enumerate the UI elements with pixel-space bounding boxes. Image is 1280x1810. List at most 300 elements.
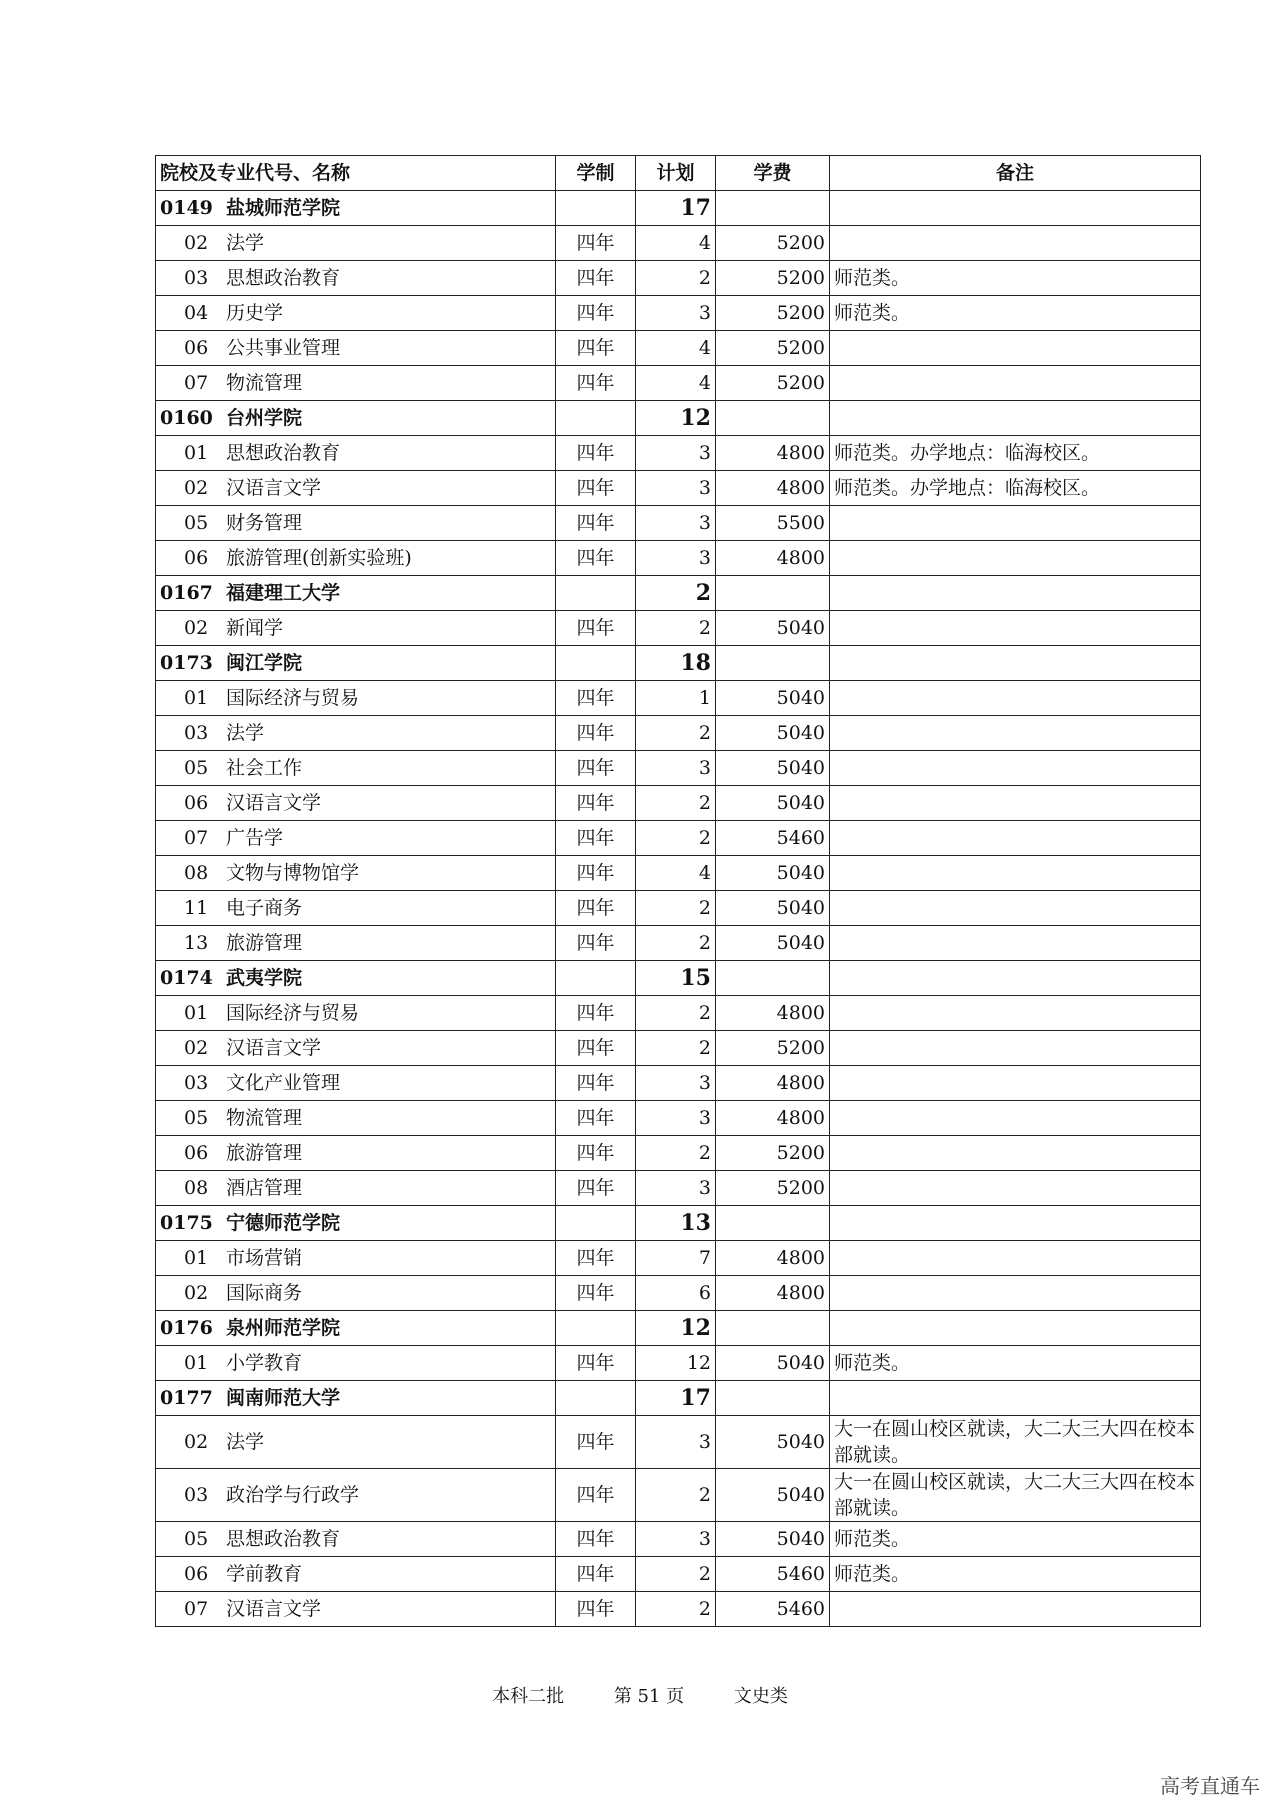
- major-row: [156, 1592, 1201, 1627]
- duration-cell: 四年: [556, 436, 636, 471]
- institution-name: 宁德师范学院: [226, 1212, 341, 1234]
- major-row: [156, 1557, 1201, 1592]
- note-cell: 师范类。: [830, 1346, 1201, 1381]
- major-code: 06: [184, 337, 209, 359]
- plan-total-cell: 18: [636, 646, 716, 681]
- major-code: 06: [184, 1563, 209, 1585]
- fee-cell: 5040: [716, 716, 830, 751]
- major-code: 02: [184, 1282, 209, 1304]
- plan-cell: 2: [636, 1469, 716, 1522]
- major-name: 财务管理: [226, 512, 303, 534]
- major-row: [156, 1031, 1201, 1066]
- institution-cell: [156, 646, 556, 681]
- duration-cell: 四年: [556, 471, 636, 506]
- duration-cell: [556, 576, 636, 611]
- plan-cell: 3: [636, 1416, 716, 1469]
- note-cell: [830, 786, 1201, 821]
- major-name: 汉语言文学: [226, 477, 322, 499]
- note-cell: [830, 751, 1201, 786]
- institution-cell: [156, 191, 556, 226]
- major-row: [156, 1469, 1201, 1522]
- note-cell: 师范类。: [830, 1522, 1201, 1557]
- major-name: 国际商务: [226, 1282, 303, 1304]
- major-cell: [156, 926, 556, 961]
- major-code: 02: [184, 1037, 209, 1059]
- major-row: [156, 1171, 1201, 1206]
- note-cell: [830, 611, 1201, 646]
- institution-cell: [156, 576, 556, 611]
- major-row: [156, 261, 1201, 296]
- institution-row: [156, 1206, 1201, 1241]
- institution-row: [156, 646, 1201, 681]
- plan-total-cell: 2: [636, 576, 716, 611]
- major-name: 旅游管理: [226, 1142, 303, 1164]
- duration-cell: [556, 1311, 636, 1346]
- major-cell: [156, 1469, 556, 1522]
- major-cell: [156, 611, 556, 646]
- major-code: 02: [184, 1431, 209, 1453]
- fee-cell: 5460: [716, 1557, 830, 1592]
- duration-cell: 四年: [556, 786, 636, 821]
- plan-cell: 3: [636, 296, 716, 331]
- institution-name: 台州学院: [226, 407, 303, 429]
- major-cell: [156, 1592, 556, 1627]
- duration-cell: 四年: [556, 1557, 636, 1592]
- plan-cell: 2: [636, 611, 716, 646]
- major-code: 01: [184, 687, 209, 709]
- plan-cell: 3: [636, 1101, 716, 1136]
- major-row: [156, 1066, 1201, 1101]
- note-cell: [830, 1066, 1201, 1101]
- institution-cell: [156, 1206, 556, 1241]
- institution-code: 0176: [160, 1317, 213, 1339]
- major-cell: [156, 716, 556, 751]
- fee-cell: 5500: [716, 506, 830, 541]
- plan-cell: 3: [636, 751, 716, 786]
- fee-cell: 5200: [716, 1031, 830, 1066]
- institution-row: [156, 1381, 1201, 1416]
- major-row: [156, 891, 1201, 926]
- plan-cell: 4: [636, 366, 716, 401]
- note-cell: [830, 891, 1201, 926]
- major-cell: [156, 1346, 556, 1381]
- duration-cell: 四年: [556, 1276, 636, 1311]
- note-cell: [830, 856, 1201, 891]
- fee-cell: 5040: [716, 926, 830, 961]
- major-row: [156, 436, 1201, 471]
- plan-cell: 2: [636, 261, 716, 296]
- major-cell: [156, 996, 556, 1031]
- major-row: [156, 786, 1201, 821]
- major-code: 02: [184, 232, 209, 254]
- note-cell: [830, 226, 1201, 261]
- major-cell: [156, 436, 556, 471]
- fee-cell: [716, 576, 830, 611]
- institution-name: 福建理工大学: [226, 582, 341, 604]
- duration-cell: 四年: [556, 331, 636, 366]
- major-name: 公共事业管理: [226, 337, 341, 359]
- major-cell: [156, 1557, 556, 1592]
- major-name: 政治学与行政学: [226, 1484, 360, 1506]
- note-cell: 师范类。办学地点：临海校区。: [830, 471, 1201, 506]
- major-name: 思想政治教育: [226, 442, 341, 464]
- plan-cell: 2: [636, 1592, 716, 1627]
- note-cell: [830, 716, 1201, 751]
- duration-cell: 四年: [556, 1101, 636, 1136]
- fee-cell: [716, 1311, 830, 1346]
- fee-cell: 5200: [716, 261, 830, 296]
- institution-code: 0175: [160, 1212, 213, 1234]
- plan-total-cell: 17: [636, 191, 716, 226]
- note-cell: [830, 961, 1201, 996]
- major-cell: [156, 1031, 556, 1066]
- duration-cell: [556, 646, 636, 681]
- fee-cell: 5200: [716, 1171, 830, 1206]
- duration-cell: 四年: [556, 891, 636, 926]
- duration-cell: 四年: [556, 1416, 636, 1469]
- plan-cell: 2: [636, 891, 716, 926]
- plan-cell: 2: [636, 1557, 716, 1592]
- institution-row: [156, 401, 1201, 436]
- major-code: 05: [184, 1107, 209, 1129]
- institution-cell: [156, 961, 556, 996]
- header-note: 备注: [830, 156, 1201, 191]
- note-cell: [830, 1206, 1201, 1241]
- fee-cell: 5040: [716, 681, 830, 716]
- duration-cell: 四年: [556, 856, 636, 891]
- note-cell: [830, 366, 1201, 401]
- major-code: 03: [184, 1484, 209, 1506]
- plan-cell: 4: [636, 856, 716, 891]
- note-cell: [830, 681, 1201, 716]
- duration-cell: 四年: [556, 1066, 636, 1101]
- major-name: 广告学: [226, 827, 284, 849]
- major-cell: [156, 226, 556, 261]
- fee-cell: 4800: [716, 1276, 830, 1311]
- duration-cell: 四年: [556, 751, 636, 786]
- major-code: 05: [184, 512, 209, 534]
- header-name: 院校及专业代号、名称: [156, 156, 556, 191]
- duration-cell: [556, 191, 636, 226]
- fee-cell: 4800: [716, 1066, 830, 1101]
- major-cell: [156, 1101, 556, 1136]
- note-cell: [830, 331, 1201, 366]
- plan-cell: 2: [636, 996, 716, 1031]
- duration-cell: 四年: [556, 716, 636, 751]
- plan-cell: 3: [636, 506, 716, 541]
- major-name: 思想政治教育: [226, 267, 341, 289]
- major-row: [156, 681, 1201, 716]
- note-cell: [830, 1592, 1201, 1627]
- plan-cell: 1: [636, 681, 716, 716]
- institution-row: [156, 576, 1201, 611]
- major-row: [156, 856, 1201, 891]
- major-code: 11: [184, 897, 209, 919]
- note-cell: [830, 1276, 1201, 1311]
- plan-total-cell: 12: [636, 401, 716, 436]
- institution-row: [156, 191, 1201, 226]
- fee-cell: 4800: [716, 471, 830, 506]
- fee-cell: 5040: [716, 751, 830, 786]
- duration-cell: [556, 401, 636, 436]
- major-name: 酒店管理: [226, 1177, 303, 1199]
- major-name: 小学教育: [226, 1352, 303, 1374]
- major-row: [156, 611, 1201, 646]
- major-row: [156, 1346, 1201, 1381]
- duration-cell: [556, 1206, 636, 1241]
- duration-cell: 四年: [556, 226, 636, 261]
- institution-name: 闽江学院: [226, 652, 303, 674]
- major-row: [156, 996, 1201, 1031]
- note-cell: [830, 1031, 1201, 1066]
- plan-cell: 3: [636, 1066, 716, 1101]
- note-cell: [830, 1171, 1201, 1206]
- plan-cell: 2: [636, 716, 716, 751]
- major-name: 社会工作: [226, 757, 303, 779]
- major-name: 物流管理: [226, 1107, 303, 1129]
- plan-cell: 3: [636, 1522, 716, 1557]
- major-row: [156, 506, 1201, 541]
- institution-code: 0177: [160, 1387, 213, 1409]
- institution-code: 0167: [160, 582, 213, 604]
- major-cell: [156, 1522, 556, 1557]
- major-code: 06: [184, 792, 209, 814]
- major-code: 08: [184, 1177, 209, 1199]
- major-code: 04: [184, 302, 209, 324]
- major-row: [156, 751, 1201, 786]
- note-cell: [830, 541, 1201, 576]
- fee-cell: 5040: [716, 856, 830, 891]
- major-name: 旅游管理: [226, 932, 303, 954]
- major-code: 05: [184, 757, 209, 779]
- note-cell: 大一在圆山校区就读，大二大三大四在校本部就读。: [830, 1469, 1201, 1522]
- watermark: 高考直通车: [1160, 1774, 1260, 1798]
- fee-cell: 5460: [716, 1592, 830, 1627]
- plan-cell: 3: [636, 1171, 716, 1206]
- institution-row: [156, 961, 1201, 996]
- major-code: 05: [184, 1528, 209, 1550]
- duration-cell: 四年: [556, 681, 636, 716]
- admission-plan-table: [155, 155, 1201, 1627]
- header-fee: 学费: [716, 156, 830, 191]
- major-code: 07: [184, 827, 209, 849]
- note-cell: 大一在圆山校区就读，大二大三大四在校本部就读。: [830, 1416, 1201, 1469]
- note-cell: [830, 1136, 1201, 1171]
- major-name: 电子商务: [226, 897, 303, 919]
- footer-category: 文史类: [733, 1686, 788, 1707]
- institution-cell: [156, 401, 556, 436]
- note-cell: [830, 926, 1201, 961]
- note-cell: 师范类。: [830, 261, 1201, 296]
- institution-code: 0174: [160, 967, 213, 989]
- plan-cell: 2: [636, 1031, 716, 1066]
- fee-cell: 4800: [716, 1241, 830, 1276]
- fee-cell: [716, 646, 830, 681]
- major-name: 法学: [226, 1431, 265, 1453]
- note-cell: [830, 1101, 1201, 1136]
- duration-cell: 四年: [556, 1031, 636, 1066]
- major-row: [156, 366, 1201, 401]
- major-code: 02: [184, 477, 209, 499]
- major-name: 物流管理: [226, 372, 303, 394]
- major-row: [156, 926, 1201, 961]
- major-name: 法学: [226, 232, 265, 254]
- major-row: [156, 1101, 1201, 1136]
- major-cell: [156, 506, 556, 541]
- fee-cell: 4800: [716, 1101, 830, 1136]
- duration-cell: 四年: [556, 1241, 636, 1276]
- major-cell: [156, 296, 556, 331]
- fee-cell: [716, 191, 830, 226]
- fee-cell: [716, 1381, 830, 1416]
- major-name: 国际经济与贸易: [226, 687, 360, 709]
- fee-cell: 4800: [716, 996, 830, 1031]
- plan-cell: 4: [636, 226, 716, 261]
- note-cell: [830, 506, 1201, 541]
- duration-cell: [556, 961, 636, 996]
- major-cell: [156, 751, 556, 786]
- major-name: 思想政治教育: [226, 1528, 341, 1550]
- fee-cell: 5040: [716, 611, 830, 646]
- note-cell: 师范类。办学地点：临海校区。: [830, 436, 1201, 471]
- duration-cell: 四年: [556, 996, 636, 1031]
- fee-cell: 5200: [716, 366, 830, 401]
- major-code: 02: [184, 617, 209, 639]
- major-cell: [156, 1416, 556, 1469]
- major-cell: [156, 891, 556, 926]
- major-cell: [156, 366, 556, 401]
- institution-cell: [156, 1381, 556, 1416]
- fee-cell: 5200: [716, 226, 830, 261]
- major-row: [156, 1416, 1201, 1469]
- major-code: 06: [184, 547, 209, 569]
- major-row: [156, 1522, 1201, 1557]
- major-row: [156, 296, 1201, 331]
- plan-cell: 2: [636, 821, 716, 856]
- major-row: [156, 331, 1201, 366]
- major-cell: [156, 471, 556, 506]
- major-name: 汉语言文学: [226, 792, 322, 814]
- fee-cell: 4800: [716, 436, 830, 471]
- institution-cell: [156, 1311, 556, 1346]
- fee-cell: 5040: [716, 1522, 830, 1557]
- note-cell: [830, 401, 1201, 436]
- plan-cell: 7: [636, 1241, 716, 1276]
- header-duration: 学制: [556, 156, 636, 191]
- duration-cell: 四年: [556, 1469, 636, 1522]
- institution-name: 泉州师范学院: [226, 1317, 341, 1339]
- institution-code: 0149: [160, 197, 213, 219]
- major-name: 汉语言文学: [226, 1598, 322, 1620]
- major-code: 07: [184, 1598, 209, 1620]
- major-row: [156, 471, 1201, 506]
- major-code: 01: [184, 1247, 209, 1269]
- fee-cell: [716, 401, 830, 436]
- fee-cell: 5040: [716, 1416, 830, 1469]
- major-cell: [156, 681, 556, 716]
- major-row: [156, 226, 1201, 261]
- major-row: [156, 1276, 1201, 1311]
- note-cell: [830, 821, 1201, 856]
- major-code: 07: [184, 372, 209, 394]
- major-name: 学前教育: [226, 1563, 303, 1585]
- note-cell: [830, 1381, 1201, 1416]
- major-cell: [156, 261, 556, 296]
- institution-name: 武夷学院: [226, 967, 303, 989]
- fee-cell: [716, 1206, 830, 1241]
- duration-cell: 四年: [556, 296, 636, 331]
- major-code: 13: [184, 932, 209, 954]
- fee-cell: 5040: [716, 891, 830, 926]
- plan-cell: 4: [636, 331, 716, 366]
- fee-cell: 5040: [716, 786, 830, 821]
- major-cell: [156, 821, 556, 856]
- note-cell: 师范类。: [830, 1557, 1201, 1592]
- major-cell: [156, 1136, 556, 1171]
- duration-cell: 四年: [556, 261, 636, 296]
- header-plan: 计划: [636, 156, 716, 191]
- plan-cell: 2: [636, 1136, 716, 1171]
- duration-cell: [556, 1381, 636, 1416]
- major-name: 市场营销: [226, 1247, 303, 1269]
- plan-cell: 2: [636, 786, 716, 821]
- major-name: 法学: [226, 722, 265, 744]
- major-code: 08: [184, 862, 209, 884]
- institution-name: 盐城师范学院: [226, 197, 341, 219]
- major-code: 01: [184, 1002, 209, 1024]
- fee-cell: [716, 961, 830, 996]
- duration-cell: 四年: [556, 1522, 636, 1557]
- duration-cell: 四年: [556, 1136, 636, 1171]
- footer-page-number: 第 51 页: [613, 1686, 685, 1707]
- major-cell: [156, 1066, 556, 1101]
- fee-cell: 5200: [716, 1136, 830, 1171]
- major-cell: [156, 856, 556, 891]
- note-cell: [830, 576, 1201, 611]
- footer-batch: 本科二批: [492, 1686, 565, 1707]
- note-cell: [830, 646, 1201, 681]
- major-name: 旅游管理(创新实验班): [226, 547, 412, 569]
- major-code: 03: [184, 1072, 209, 1094]
- major-code: 03: [184, 722, 209, 744]
- major-name: 文化产业管理: [226, 1072, 341, 1094]
- major-code: 01: [184, 442, 209, 464]
- plan-total-cell: 17: [636, 1381, 716, 1416]
- duration-cell: 四年: [556, 1171, 636, 1206]
- major-name: 文物与博物馆学: [226, 862, 360, 884]
- institution-name: 闽南师范大学: [226, 1387, 341, 1409]
- plan-cell: 6: [636, 1276, 716, 1311]
- note-cell: [830, 1311, 1201, 1346]
- major-code: 03: [184, 267, 209, 289]
- major-name: 汉语言文学: [226, 1037, 322, 1059]
- major-row: [156, 1241, 1201, 1276]
- plan-cell: 2: [636, 926, 716, 961]
- page-footer: [0, 1682, 1280, 1708]
- duration-cell: 四年: [556, 366, 636, 401]
- institution-code: 0173: [160, 652, 213, 674]
- plan-total-cell: 15: [636, 961, 716, 996]
- major-row: [156, 821, 1201, 856]
- fee-cell: 5200: [716, 296, 830, 331]
- major-row: [156, 716, 1201, 751]
- duration-cell: 四年: [556, 1592, 636, 1627]
- major-name: 历史学: [226, 302, 284, 324]
- major-cell: [156, 786, 556, 821]
- plan-total-cell: 12: [636, 1311, 716, 1346]
- plan-cell: 3: [636, 471, 716, 506]
- major-cell: [156, 1241, 556, 1276]
